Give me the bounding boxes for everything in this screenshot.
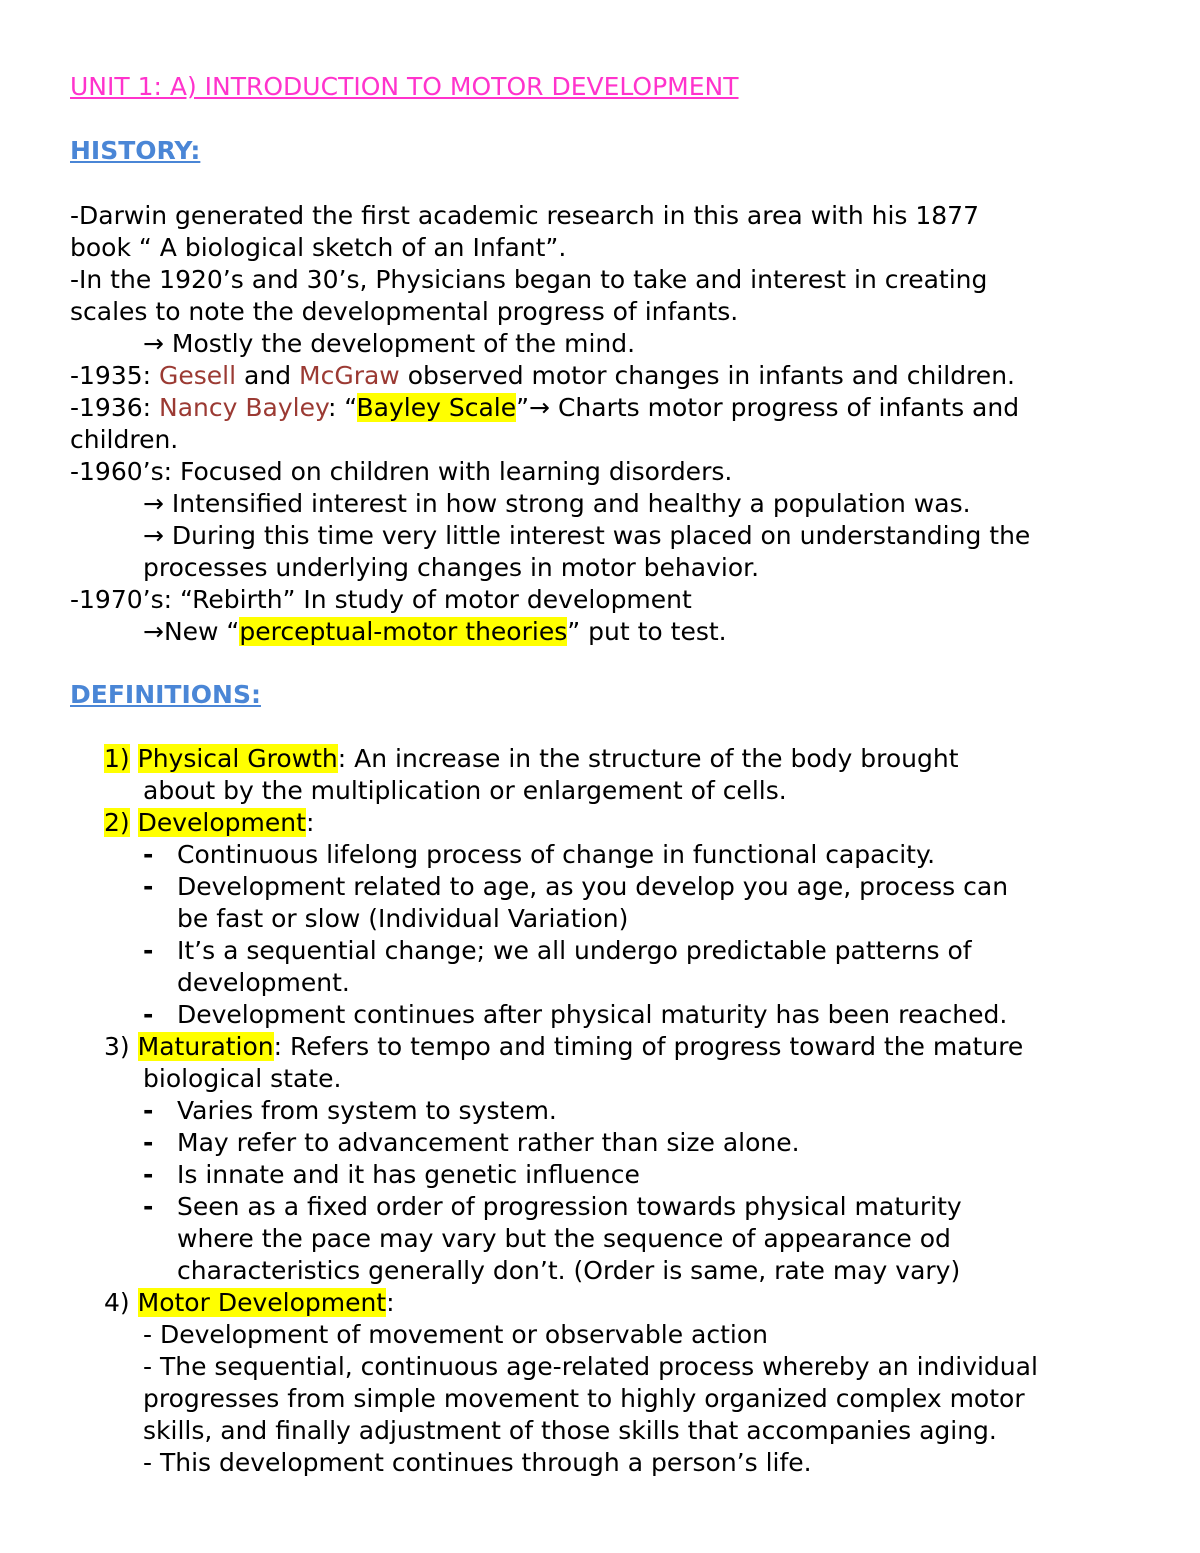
motor-line-1: - Development of movement or observable action [143,1320,768,1349]
def-development [104,808,314,838]
arrow-icon: → [143,329,164,358]
def-number-1: 1) [104,744,130,773]
year-1935: -1935: [70,361,160,390]
history-1936-line-2: children. [70,425,179,454]
1936-mid-text: : “ [327,393,357,422]
bullet-dash: - [143,1000,154,1029]
motor-line-4: skills, and finally adjustment of those skills that accompanies aging. [143,1416,997,1445]
def-text: : Refers to tempo and timing of progress toward the mature [273,1032,1024,1061]
bullet-item-cont: where the pace may vary but the sequence of appearance od [177,1224,951,1253]
year-1936: -1936: [70,393,160,422]
motor-line-5: - This development continues through a person’s life. [143,1448,812,1477]
bayley-scale-highlight: Bayley Scale [356,393,517,422]
term-maturation: Maturation [137,1032,274,1061]
bullet-item: Development continues after physical maturity has been reached. [177,1000,1008,1029]
arrow-icon: → [143,489,164,518]
bullet-dash: - [143,840,154,869]
history-1970-line: -1970’s: “Rebirth” In study of motor development [70,585,692,614]
term-development: Development [137,808,306,837]
and-text: and [236,361,300,390]
1935-text: observed motor changes in infants and children. [399,361,1015,390]
history-little-line-2: processes underlying changes in motor behavior. [143,553,760,582]
motor-line-2: - The sequential, continuous age-related process whereby an individual [143,1352,1038,1381]
definitions-heading: DEFINITIONS: [70,680,261,709]
bullet-item: Seen as a fixed order of progression towards physical maturity [177,1192,962,1221]
def-maturation-line-2: biological state. [143,1064,342,1093]
bullet-item: Varies from system to system. [177,1096,557,1125]
arrow-icon: → [143,521,164,550]
history-heading: HISTORY: [70,136,201,165]
bullet-dash: - [143,1096,154,1125]
history-1920-line-2: scales to note the developmental progress of infants. [70,297,739,326]
bullet-dash: - [143,1160,154,1189]
def-maturation [104,1032,1023,1062]
name-gesell: Gesell [159,361,237,390]
arrow-icon: → [143,617,164,646]
new-text: New “ [163,617,240,646]
new-post-text: ” put to test. [567,617,727,646]
def-physical-growth [104,744,959,774]
name-bayley: Nancy Bayley [159,393,328,422]
term-physical-growth: Physical Growth [137,744,338,773]
history-darwin-line-1: -Darwin generated the first academic research in this area with his 1877 [70,201,979,230]
def-motor-development [104,1288,395,1318]
mind-text: Mostly the development of the mind. [163,329,636,358]
colon: : [386,1288,395,1317]
bullet-item: May refer to advancement rather than size alone. [177,1128,800,1157]
colon: : [305,808,315,837]
bullet-item-cont: characteristics generally don’t. (Order is same, rate may vary) [177,1256,961,1285]
history-darwin-line-2: book “ A biological sketch of an Infant”. [70,233,567,262]
bullet-item-cont: development. [177,968,350,997]
bullet-dash: - [143,936,154,965]
1936-text: ”→ Charts motor progress of infants and [516,393,1020,422]
bullet-item: Development related to age, as you develop you age, process can [177,872,1009,901]
history-1920-line-1: -In the 1920’s and 30’s, Physicians began to take and interest in creating [70,265,988,294]
history-1935-line [70,361,1015,391]
history-mind-line [143,329,635,359]
history-little-line-1 [143,521,1030,551]
history-new-line [143,617,727,647]
def-text: : An increase in the structure of the body brought [337,744,959,773]
name-mcgraw: McGraw [299,361,400,390]
history-interest-line [143,489,971,519]
bullet-dash: - [143,1128,154,1157]
def-physical-growth-line-2: about by the multiplication or enlargement of cells. [143,776,787,805]
bullet-item: Is innate and it has genetic influence [177,1160,640,1189]
def-number-2: 2) [104,808,130,837]
bullet-dash: - [143,1192,154,1221]
perceptual-highlight: perceptual-motor theories [239,617,568,646]
bullet-item: It’s a sequential change; we all undergo predictable patterns of [177,936,972,965]
page-title: UNIT 1: A) INTRODUCTION TO MOTOR DEVELOPMENT [70,72,739,101]
term-motor-development: Motor Development [137,1288,387,1317]
interest-text: Intensified interest in how strong and healthy a population was. [163,489,971,518]
def-number-4: 4) [104,1288,130,1317]
little-text: During this time very little interest was placed on understanding the [163,521,1031,550]
history-1960-line: -1960’s: Focused on children with learning disorders. [70,457,733,486]
history-1936-line [70,393,1019,423]
bullet-item-cont: be fast or slow (Individual Variation) [177,904,629,933]
bullet-item: Continuous lifelong process of change in functional capacity. [177,840,936,869]
motor-line-3: progresses from simple movement to highly organized complex motor [143,1384,1025,1413]
def-number-3: 3) [104,1032,130,1061]
bullet-dash: - [143,872,154,901]
